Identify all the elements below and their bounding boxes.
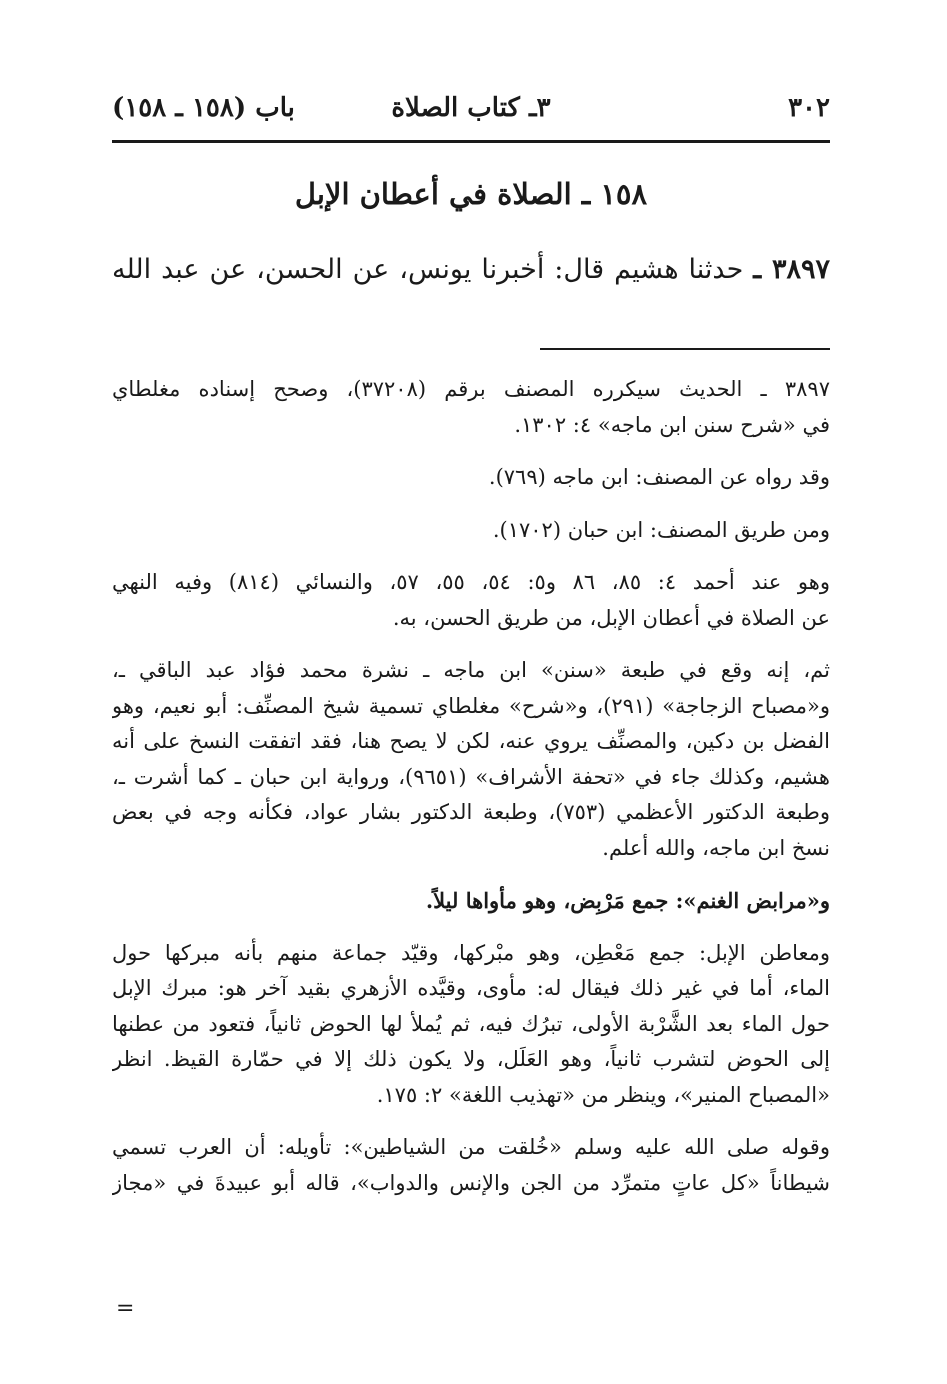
footnote-line: ٣٨٩٧ ـ الحديث سيكرره المصنف برقم (٣٧٢٠٨)، وصحح إسناده مغلطاي <box>112 377 830 401</box>
footnote-line: نسخ ابن ماجه، والله أعلم. <box>602 835 830 860</box>
footnote-line: الفضل بن دكين، والمصنِّف يروي عنه، لكن لا يصح هنا، فقد اتفقت النسخ على أنه <box>112 729 830 753</box>
chapter-title: ١٥٨ ـ الصلاة في أعطان الإبل <box>294 177 648 211</box>
footnote-separator <box>540 348 830 350</box>
footnote-line: حول الماء بعد الشَّرْبة الأولى، تبرُك فيه، ثم يُملأ لها الحوض ثانياً، فتعود من عطنها <box>112 1011 830 1036</box>
footnote-line: ومعاطن الإبل: جمع مَعْطِن، وهو مبْركها، وقيّد جماعة منهم بأنه مبركها حول <box>112 940 830 965</box>
footnote-line: ثم، إنه وقع في طبعة «سنن» ابن ماجه ـ نشرة محمد فؤاد عبد الباقي ـ، <box>112 658 830 682</box>
footnote-paragraph <box>112 883 830 919</box>
hadith-number: ٣٨٩٧ ـ <box>753 254 830 285</box>
footnote-paragraph <box>112 372 830 443</box>
footnote-line: في «شرح سنن ابن ماجه» ٤: ١٣٠٢. <box>514 412 830 437</box>
page-header <box>112 90 830 130</box>
footnote-line: هشيم، وكذلك جاء في «تحفة الأشراف» (٩٦٥١)، ورواية ابن حبان ـ كما أشرت ـ، <box>112 764 830 789</box>
continuation-mark: = <box>116 1296 135 1321</box>
header-rule <box>112 140 830 143</box>
chapter-range: باب (١٥٨ ـ ١٥٨) <box>112 93 295 123</box>
footnote-paragraph <box>112 936 830 1114</box>
footnotes <box>112 372 830 1218</box>
book-title: ٣ـ كتاب الصلاة <box>391 93 551 123</box>
footnote-line: الماء، أما في غير ذلك فيقال له: مأوى، وقيَّده الأزهري بقيد آخر هو: مبرك الإبل <box>112 976 830 1000</box>
footnote-line: شيطاناً «كل عاتٍ متمرِّد من الجن والإنس والدواب»، قاله أبو عبيدةَ في «مجاز <box>112 1170 830 1195</box>
page-number: ٣٠٢ <box>788 93 830 123</box>
footnote-line: ومن طريق المصنف: ابن حبان (١٧٠٢). <box>492 517 830 542</box>
footnote-line: عن الصلاة في أعطان الإبل، من طريق الحسن، به. <box>392 605 830 630</box>
footnote-line: و«مصباح الزجاجة» (٢٩١)، و«شرح» مغلطاي تسمية شيخ المصنِّف: أبو نعيم، وهو <box>112 693 830 718</box>
footnote-line: وهو عند أحمد ٤: ٨٥، ٨٦ و٥: ٥٤، ٥٥، ٥٧، والنسائي (٨١٤) وفيه النهي <box>112 570 830 594</box>
hadith-text <box>112 248 830 292</box>
footnote-paragraph <box>112 565 830 636</box>
hadith-body: حدثنا هشيم قال: أخبرنا يونس، عن الحسن، عن عبد الله <box>112 254 744 285</box>
footnote-line: وقوله صلى الله عليه وسلم «خُلقت من الشياطين»: تأويله: أن العرب تسمي <box>112 1135 830 1159</box>
footnote-paragraph <box>112 460 830 496</box>
footnote-line: «المصباح المنير»، وينظر من «تهذيب اللغة» ٢: ١٧٥. <box>376 1082 830 1107</box>
footnote-line: وطبعة الدكتور الأعظمي (٧٥٣)، وطبعة الدكتور بشار عواد، فكأنه وجه في بعض <box>112 800 830 824</box>
footnote-line: إلى الحوض لتشرب ثانياً، وهو العَلَل، ولا يكون ذلك إلا في حمّارة القيظ. انظر <box>112 1047 830 1071</box>
footnote-line: وقد رواه عن المصنف: ابن ماجه (٧٦٩). <box>488 465 830 489</box>
footnote-line: و«مرابض الغنم»: جمع مَرْبِض، وهو مأواها ليلاً. <box>425 888 830 913</box>
footnote-paragraph <box>112 1130 830 1201</box>
footnote-paragraph <box>112 513 830 549</box>
footnote-paragraph <box>112 653 830 866</box>
